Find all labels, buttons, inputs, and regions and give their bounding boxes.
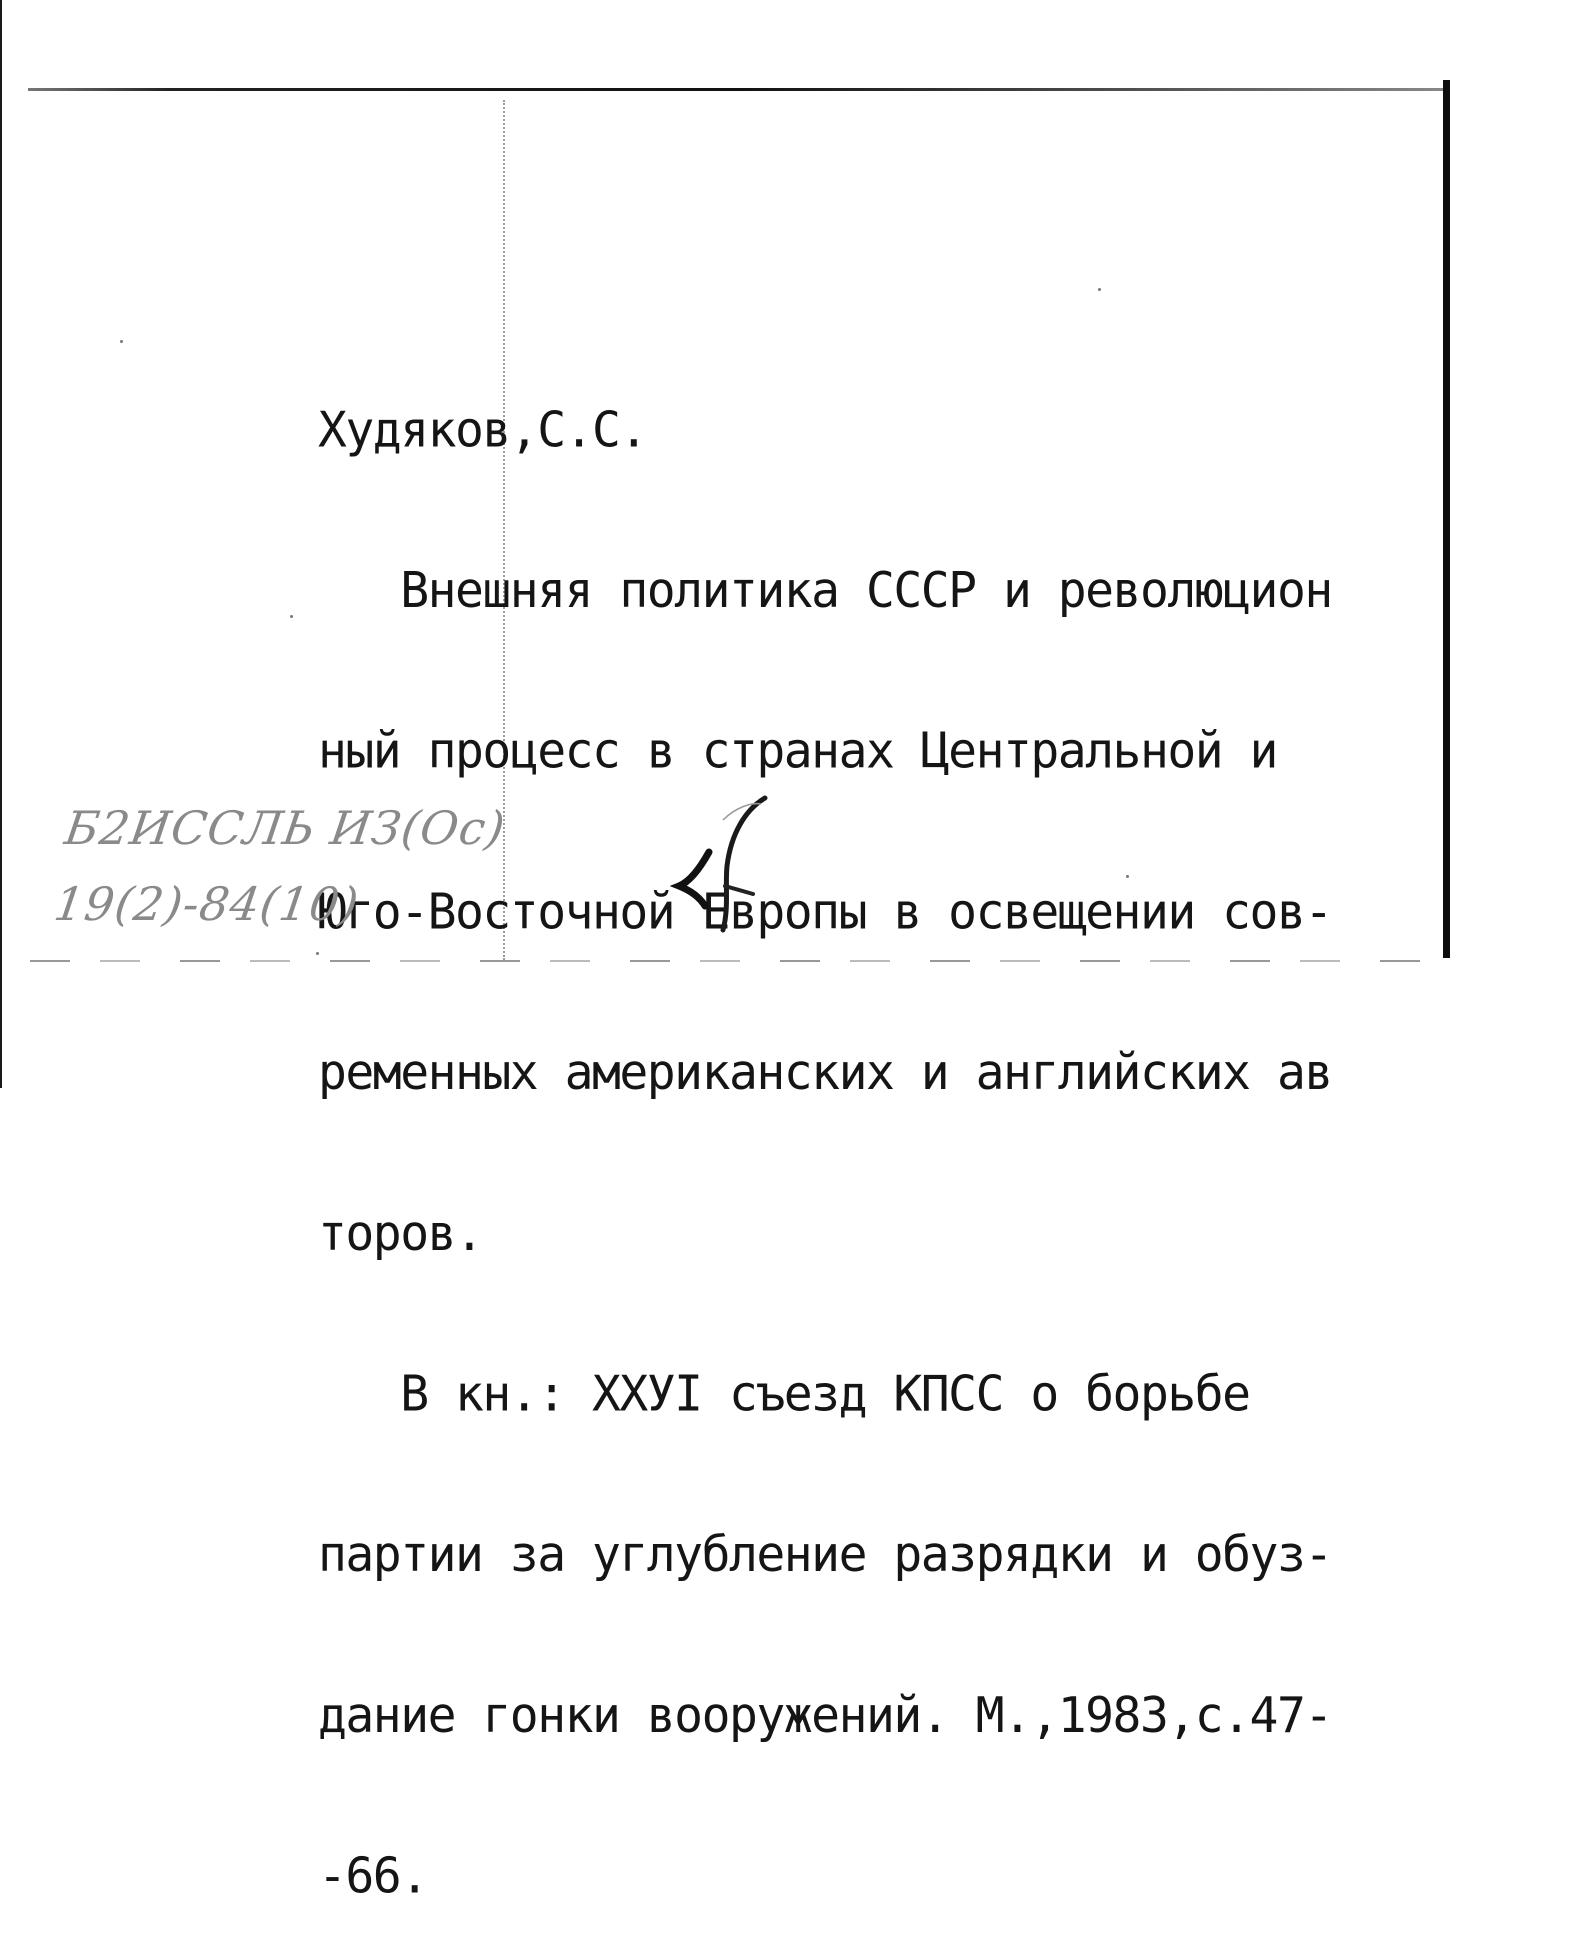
entry-line: партии за углубление разрядки и обуз- [318,1525,1332,1584]
entry-line: дание гонки вооружений. М.,1983,с.47- [318,1686,1332,1745]
scan-speck [316,952,319,955]
scan-speck [290,615,293,618]
entry-line: -66. [318,1847,428,1905]
entry-line: В кн.: ХХУI съезд КПСС о борьбе [318,1365,1250,1423]
handwritten-classification [49,790,510,942]
entry-line: Внешняя политика СССР и революцион [318,561,1332,620]
handwritten-note: Б2ИССЛЬ ИЗ(Ос) [61,801,509,855]
entry-line: ный процесс в странах Центральной и [318,722,1277,781]
card-top-edge [28,88,1448,91]
scan-left-edge [0,0,2,1088]
catalog-entry [318,296,1448,1956]
entry-author: Худяков,С.С. [318,401,647,459]
handwritten-note: 19(2)-84(10) [50,877,363,931]
scan-speck [1126,875,1129,878]
scan-speck [1098,288,1101,291]
scan-speck [120,340,123,343]
handwritten-mark-icon [665,790,785,940]
entry-line: торов. [318,1204,483,1263]
entry-line: Юго-Восточной Европы в освещении сов- [318,883,1332,941]
entry-line: ременных американских и английских ав [318,1043,1332,1102]
